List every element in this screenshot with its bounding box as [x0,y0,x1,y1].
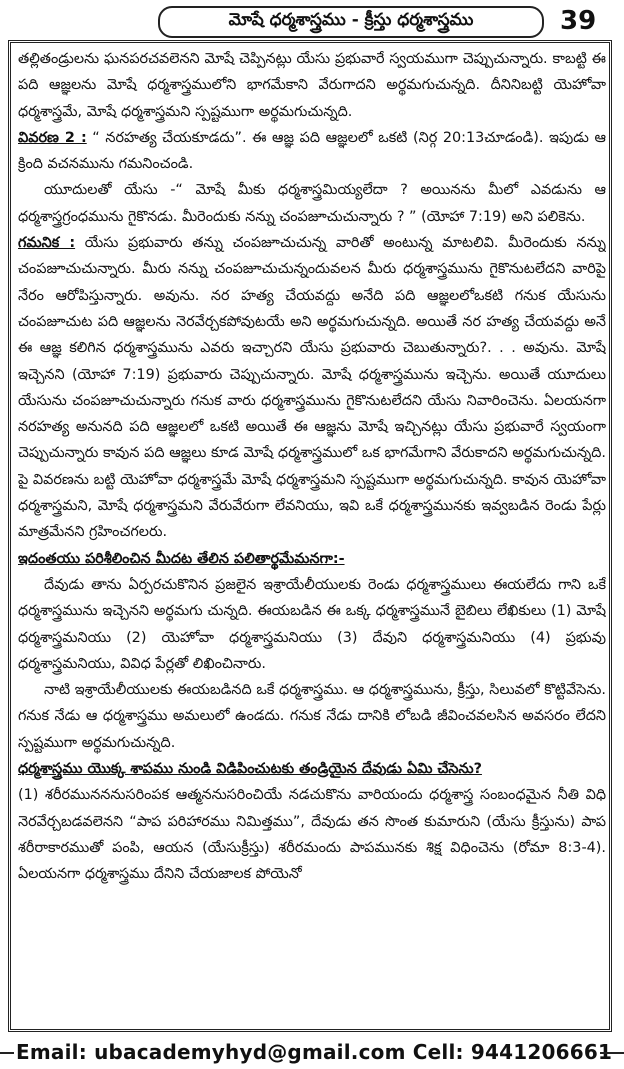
vivarana-2-text: “ నరహత్య చేయకూడదు”. ఈ ఆజ్ఞ పది ఆజ్ఞలలో ఒకటి (నిర్గ 20:13చూడండి). ఇపుడు ఆ క్రింది వచనమును గమనించండి. [18,129,606,173]
paragraph-intro: తల్లితండ్రులను ఘనపరచవలెనని మోషే చెప్పినట్లు యేసు ప్రభువారే స్వయముగా చెప్పుచున్నారు. కాబట్టి ఈ పది ఆజ్ఞలను మోషే ధర్మశాస్త్రములోని భాగమేకాని వేరుగాదని అర్థమగుచున్నది. దీనినిబట్టి యెహోవా ధర్మశాస్త్రమే, మోషే ధర్మశాస్త్రమని స్పష్టముగా అర్థమగుచున్నది. [18,51,606,120]
gamanika-text: యేసు ప్రభువారు తన్ను చంపజూచుచున్న వారితో అంటున్న మాటలివి. మీరెందుకు నన్ను చంపజూచుచున్నారు. మీరు నన్ను చంపజూచుచున్నందువలన మీరు ధర్మశాస్త్రమును గైకొనుటలేదని వారిపై నేరం ఆరోపిస్తున్నారు. అవును. నర హత్య చేయవద్దు అనేది పది ఆజ్ఞలలోఒకటి గనుక యేసును చంపజూచుట పది ఆజ్ఞలను నెరవేర్చకపోవుటయే అని అర్థమగుచున్నది. అయితే నర హత్య చేయవద్దు అనే ఈ ఆజ్ఞ కలిగిన ధర్మశాస్త్రమును ఎవరు ఇచ్చారని యేసు ప్రభువారు చెబుతున్నారు?. . . అవును. మోషే ఇచ్చెనని (యోహా 7:19) ప్రభువారు చెప్పుచున్నారు. మోషే ధర్మశాస్త్రమును ఇచ్చెను. అయితే యూదులు యేసును చంపజూచుచున్నారు గనుక వారు ధర్మశాస్త్రమును గైకొనుటలేదని యేసు నివారించెను. ఏలయనగా నరహత్య అనునది పది ఆజ్ఞలలో ఒకటి అయితే ఈ ఆజ్ఞను మోషే ఇచ్చినట్లు యేసు ప్రభువారే స్వయంగా చెప్పుచున్నారు కావున పది ఆజ్ఞలు కూడ మోషే ధర్మశాస్త్రములో ఒక భాగమేగాని వేరుకాదని అర్థమగుచున్నది. పై వివరణను బట్టి యెహోవా ధర్మశాస్త్రమే మోషే ధర్మశాస్త్రమని స్పష్టముగా అర్థమగుచున్నది. కావున యెహోవా ధర్మశాస్త్రమని, మోషే ధర్మశాస్త్రమని వేరువేరుగా లేవనియు, ఇవి ఒకే ధర్మశాస్త్రమునకు ఇవ్వబడిన రెండు పేర్లు మాత్రమేనని గ్రహించగలరు. [18,235,606,541]
page-header [0,0,624,40]
paragraph-vivarana-2 [18,125,606,178]
page-footer [0,1036,624,1069]
gamanika-label: గమనిక : [18,235,76,252]
footer-rule-left [0,1052,14,1054]
footer-rule-right [600,1052,624,1054]
paragraph-conclusion-1: దేవుడు తాను ఏర్పరచుకొనిన ప్రజలైన ఇశ్రాయేలీయులకు రెండు ధర్మశాస్త్రములు ఈయలేదు గాని ఒకే ధర్మశాస్త్రమును ఇచ్చెనని అర్థమగు చున్నది. ఈయబడిన ఈ ఒక్క ధర్మశాస్త్రమునే బైబిలు లేఖికులు (1) మోషే ధర్మశాస్త్రమనియు (2) యెహోవా ధర్మశాస్త్రమనియు (3) దేవుని ధర్మశాస్త్రమనియు (4) ప్రభువు ధర్మశాస్త్రమనియు, వివిధ పేర్లతో లిఖించినారు. [18,576,606,672]
section-heading-conclusion: ఇదంతయు పరిశీలించిన మీదట తేలిన పలితార్థమేమనగా:- [18,550,345,567]
article-body [18,46,606,1026]
paragraph-point-1: (1) శరీరమునననుసరింపక ఆత్మననుసరించియే నడచుకొను వారియందు ధర్మశాస్త్ర సంబంధమైన నీతి విధి నెరవేర్చబడవలెనని “పాప పరిహారము నిమిత్తము”, దేవుడు తన సొంత కుమారుని (యేసు క్రీస్తును) పాప శరీరాకారముతో పంపి, ఆయన (యేసుక్రీస్తు) శరీరమందు పాపమునకు శిక్ష విధించెను (రోమా 8:3-4). ఏలయనగా ధర్మశాస్త్రము దేనిని చేయజాలక పోయెనో [18,787,606,883]
vivarana-2-label: వివరణ 2 : [18,129,87,146]
scripture-quote: యూదులతో యేసు -“ మోషే మీకు ధర్మశాస్త్రమియ్యలేదా ? అయినను మీలో ఎవడును ఆ ధర్మశాస్త్రగ్రంధమును గైకొనడు. మీరెందుకు నన్ను చంపజూచుచున్నారు ? ” (యోహా 7:19) అని పలికెను. [18,182,606,225]
section-heading-curse: ధర్మశాస్త్రము యొక్క శాపము నుండి విడిపించుటకు తండ్రియైన దేవుడు ఏమి చేసెను? [18,761,482,778]
page-number: 39 [560,6,597,36]
paragraph-conclusion-2: నాటి ఇశ్రాయేలీయులకు ఈయబడినది ఒకే ధర్మశాస్త్రము. ఆ ధర్మశాస్త్రమును, క్రీస్తు, సిలువలో కొట్టివేసెను. గనుక నేడు ఆ ధర్మశాస్త్రము అమలులో ఉండదు. గనుక నేడు దానికి లోబడి జీవించవలసిన అవసరం లేదని స్పష్టముగా అర్థమగుచున్నది. [18,682,606,751]
running-title: మోషే ధర్మశాస్త్రము - క్రీస్తు ధర్మశాస్త్రము [158,6,544,38]
contact-info: Email: ubacademyhyd@gmail.com Cell: 9441206661 [16,1040,613,1064]
paragraph-gamanika [18,230,606,546]
